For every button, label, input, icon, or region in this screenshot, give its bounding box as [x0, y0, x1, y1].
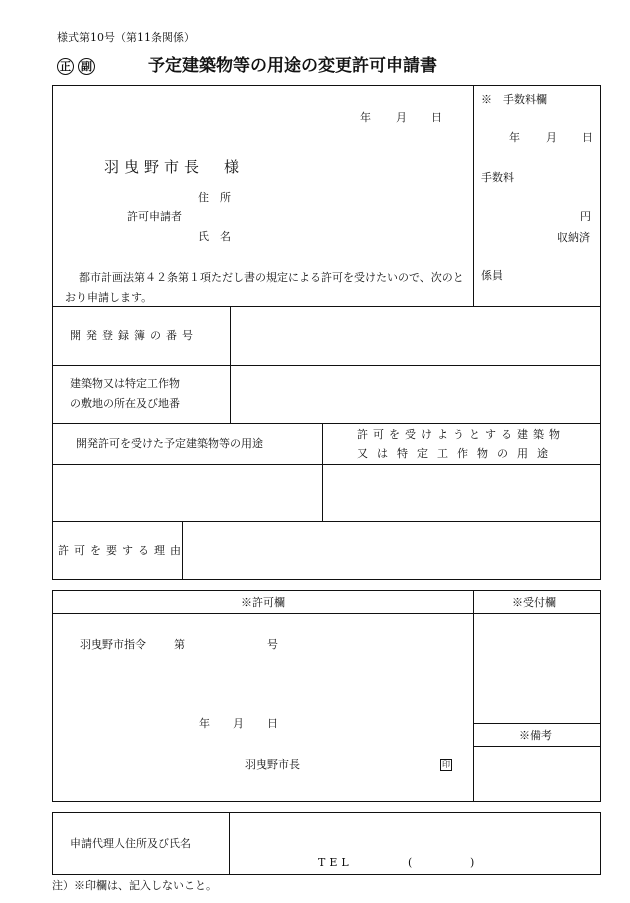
agent-col-divider: [229, 812, 230, 875]
permit-year: 年: [199, 717, 210, 730]
permit-no-suffix: 号: [267, 638, 278, 651]
fee-divider: [473, 85, 474, 307]
application-date-day: 日: [431, 111, 442, 124]
fee-day: 日: [582, 131, 593, 144]
row-divider: [52, 464, 601, 465]
row-divider: [52, 423, 601, 424]
agent-label: 申請代理人住所及び氏名: [70, 837, 191, 850]
agent-tel-label: TEL: [318, 856, 353, 869]
address-label: 住 所: [198, 191, 231, 204]
permit-mayor: 羽曳野市長: [245, 758, 300, 771]
form-number: 様式第10号（第11条関係）: [57, 31, 195, 44]
reception-header: ※受付欄: [512, 596, 556, 609]
permit-col-divider: [473, 590, 474, 802]
copy-badge: 副: [78, 58, 95, 75]
name-label: 氏 名: [198, 230, 231, 243]
requested-use-label-1: 許可を受けようとする建築物: [357, 428, 565, 441]
location-label-1: 建築物又は特定工作物: [70, 377, 180, 390]
row-divider: [52, 521, 601, 522]
seal-icon: 印: [442, 760, 450, 769]
addressee: 羽曳野市長 様: [104, 158, 245, 176]
location-label-2: の敷地の所在及び地番: [70, 397, 180, 410]
permit-order: 羽曳野市指令: [80, 638, 146, 651]
col-divider: [230, 307, 231, 423]
remarks-divider: [473, 746, 601, 747]
permit-no-prefix: 第: [174, 638, 185, 651]
remarks-divider: [473, 723, 601, 724]
application-date-month: 月: [396, 111, 407, 124]
requested-use-label-2: 又は特定工作物の用途: [357, 447, 557, 460]
fee-label: 手数料: [481, 171, 514, 184]
fee-month: 月: [546, 131, 557, 144]
original-badge: 正: [57, 58, 74, 75]
registry-number-label: 開発登録簿の番号: [70, 329, 198, 342]
planned-use-label: 開発許可を受けた予定建築物等の用途: [76, 437, 263, 450]
permit-month: 月: [233, 717, 244, 730]
page-title: 予定建築物等の用途の変更許可申請書: [148, 56, 437, 76]
agent-tel-open: (: [408, 856, 413, 869]
application-statement: 都市計画法第４２条第１項ただし書の規定による許可を受けたいので、次のとおり申請します。: [65, 271, 464, 304]
permit-day: 日: [267, 717, 278, 730]
fee-yen: 円: [580, 210, 591, 223]
remarks-header: ※備考: [519, 729, 552, 742]
fee-header: ※ 手数料欄: [481, 93, 547, 106]
permit-header: ※許可欄: [241, 596, 285, 609]
row-divider: [52, 365, 601, 366]
reason-label: 許可を要する理由: [58, 544, 186, 557]
permit-header-divider: [52, 613, 601, 614]
permit-section: [52, 590, 601, 802]
fee-staff: 係員: [481, 269, 503, 282]
col-divider: [322, 423, 323, 521]
application-date-year: 年: [360, 111, 371, 124]
footnote: 注）※印欄は、記入しないこと。: [52, 879, 217, 892]
fee-year: 年: [509, 131, 520, 144]
applicant-label: 許可申請者: [127, 210, 182, 223]
fee-received: 収納済: [557, 231, 590, 244]
agent-tel-close: ): [470, 856, 475, 869]
